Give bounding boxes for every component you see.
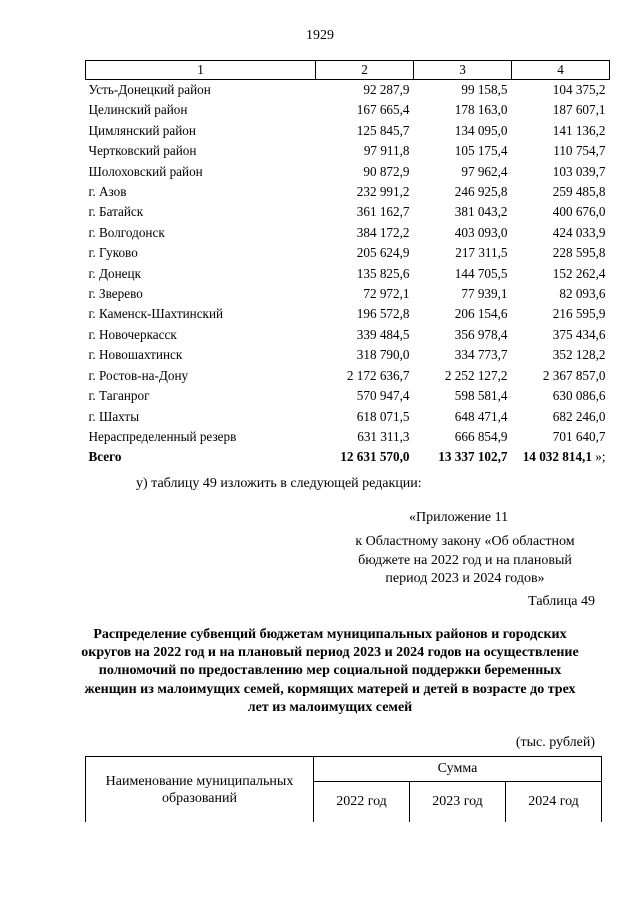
- value-2022: 90 872,9: [363, 163, 410, 179]
- year-2023-header: 2023 год: [410, 782, 506, 823]
- municipality-name: Целинский район: [88, 102, 188, 118]
- municipality-name: г. Азов: [88, 184, 127, 200]
- table-number: Таблица 49: [528, 594, 595, 609]
- appendix-law-reference: к Областному закону «Об областном бюджете на 2022 год и на плановый период 2023 и 2024 годов»: [355, 534, 575, 586]
- value-2024: 375 434,6: [552, 326, 606, 342]
- table-row: [86, 427, 610, 447]
- header-col-4: 4: [512, 61, 610, 80]
- subvention-table-header: [85, 756, 602, 822]
- appendix-title: «Приложение 11: [409, 510, 509, 525]
- table-row: [86, 386, 610, 406]
- value-2024: 141 136,2: [552, 122, 606, 138]
- value-2023: 2 252 127,2: [444, 367, 508, 383]
- table-row: [86, 284, 610, 304]
- table-row: [86, 223, 610, 243]
- value-2023: 134 095,0: [454, 122, 508, 138]
- municipality-name: Усть-Донецкий район: [88, 82, 211, 97]
- total-row: [86, 447, 610, 467]
- total-2023: 13 337 102,7: [438, 449, 508, 465]
- value-2022: 167 665,4: [356, 102, 410, 118]
- value-2023: 666 854,9: [454, 428, 508, 444]
- value-2024: 110 754,7: [553, 143, 606, 159]
- table-row: [86, 345, 610, 365]
- table-header-row: [86, 61, 610, 80]
- table-row: [86, 121, 610, 141]
- value-2024: 400 676,0: [552, 204, 606, 220]
- municipality-name: г. Батайск: [88, 204, 144, 220]
- total-label: Всего: [88, 449, 122, 465]
- table-row: [86, 243, 610, 263]
- header-col-3: 3: [414, 61, 512, 80]
- value-2024: 187 607,1: [552, 102, 606, 118]
- municipality-name: г. Шахты: [88, 408, 140, 424]
- value-2022: 570 947,4: [356, 388, 410, 404]
- value-2023: 356 978,4: [454, 326, 508, 342]
- municipality-name: Шолоховский район: [88, 163, 203, 179]
- value-2023: 598 581,4: [454, 388, 508, 404]
- value-2022: 618 071,5: [356, 408, 410, 424]
- table-row: [86, 264, 610, 284]
- value-2024: 630 086,6: [552, 388, 606, 404]
- value-2023: 334 773,7: [454, 347, 508, 363]
- value-2023: 99 158,5: [461, 82, 508, 97]
- value-2023: 144 705,5: [454, 265, 508, 281]
- value-2022: 72 972,1: [363, 286, 410, 302]
- value-2022: 232 991,2: [356, 184, 410, 200]
- value-2022: 631 311,3: [357, 428, 410, 444]
- municipality-name: г. Новошахтинск: [88, 347, 183, 363]
- value-2023: 217 311,5: [455, 245, 508, 261]
- name-column-header: Наименование муниципальных образований: [86, 757, 314, 823]
- value-2023: 403 093,0: [454, 224, 508, 240]
- municipality-name: г. Зверево: [88, 286, 143, 302]
- value-2022: 384 172,2: [356, 224, 410, 240]
- value-2022: 135 825,6: [356, 265, 410, 281]
- value-2024: 424 033,9: [552, 224, 606, 240]
- total-2024: 14 032 814,1: [522, 449, 592, 465]
- value-2023: 206 154,6: [454, 306, 508, 322]
- value-2024: 82 093,6: [559, 286, 606, 302]
- municipality-name: г. Ростов-на-Дону: [88, 367, 189, 383]
- table-row: [86, 141, 610, 161]
- year-2024-header: 2024 год: [506, 782, 602, 823]
- value-2024: 2 367 857,0: [542, 367, 606, 383]
- table-row: [86, 162, 610, 182]
- header-col-2: 2: [316, 61, 414, 80]
- table-row: [86, 304, 610, 324]
- value-2022: 339 484,5: [356, 326, 410, 342]
- header-col-1: 1: [86, 61, 316, 80]
- value-2022: 2 172 636,7: [346, 367, 410, 383]
- value-2023: 381 043,2: [454, 204, 508, 220]
- value-2022: 361 162,7: [356, 204, 410, 220]
- value-2022: 92 287,9: [363, 82, 410, 97]
- value-2024: 228 595,8: [552, 245, 606, 261]
- municipality-name: Цимлянский район: [88, 122, 196, 138]
- municipality-name: г. Новочеркасск: [88, 326, 177, 342]
- table-row: [86, 325, 610, 345]
- instruction-text: у) таблицу 49 изложить в следующей редакции:: [136, 476, 422, 491]
- value-2024: 216 595,9: [552, 306, 606, 322]
- table-row: [86, 80, 610, 101]
- value-2022: 196 572,8: [356, 306, 410, 322]
- value-2022: 318 790,0: [356, 347, 410, 363]
- table-row: [86, 407, 610, 427]
- budget-table: [85, 60, 610, 468]
- total-2022: 12 631 570,0: [340, 449, 410, 465]
- municipality-name: г. Таганрог: [88, 388, 150, 404]
- value-2024: 682 246,0: [552, 408, 606, 424]
- year-2022-header: 2022 год: [314, 782, 410, 823]
- value-2022: 97 911,8: [363, 143, 410, 159]
- municipality-name: г. Донецк: [88, 265, 141, 281]
- section-title: Распределение субвенций бюджетам муниципальных районов и городских округов на 2022 год и на плановый период 2023 и 2024 годов на осуществление полномочий по предоставлению мер социальной поддержки беременных женщин из малоимущих семей, кормящих матерей и детей в возрасте до трех лет из малоимущих семей: [81, 627, 579, 715]
- value-2023: 178 163,0: [454, 102, 508, 118]
- municipality-name: г. Каменск-Шахтинский: [88, 306, 224, 322]
- value-2023: 77 939,1: [461, 286, 508, 302]
- table-row: [86, 366, 610, 386]
- value-2024: 104 375,2: [552, 82, 606, 97]
- value-2023: 246 925,8: [454, 184, 508, 200]
- table-row: [86, 202, 610, 222]
- page-number: 1929: [306, 28, 334, 43]
- total-2024-cell: [512, 447, 610, 467]
- sum-column-header: Сумма: [314, 757, 602, 782]
- municipality-name: Чертковский район: [88, 143, 197, 159]
- value-2024: 152 262,4: [552, 265, 606, 281]
- value-2022: 205 624,9: [356, 245, 410, 261]
- value-2024: 352 128,2: [552, 347, 606, 363]
- value-2023: 648 471,4: [454, 408, 508, 424]
- value-2024: 701 640,7: [552, 428, 606, 444]
- value-2023: 105 175,4: [454, 143, 508, 159]
- municipality-name: Нераспределенный резерв: [88, 428, 237, 444]
- closing-quote-suffix: »;: [591, 449, 606, 465]
- table-row: [86, 100, 610, 120]
- municipality-name: г. Гуково: [88, 245, 138, 261]
- value-2024: 259 485,8: [552, 184, 606, 200]
- municipality-name: г. Волгодонск: [88, 224, 165, 240]
- table-row: [86, 182, 610, 202]
- value-2023: 97 962,4: [461, 163, 508, 179]
- value-2022: 125 845,7: [356, 122, 410, 138]
- units-label: (тыс. рублей): [515, 735, 595, 750]
- value-2024: 103 039,7: [552, 163, 606, 179]
